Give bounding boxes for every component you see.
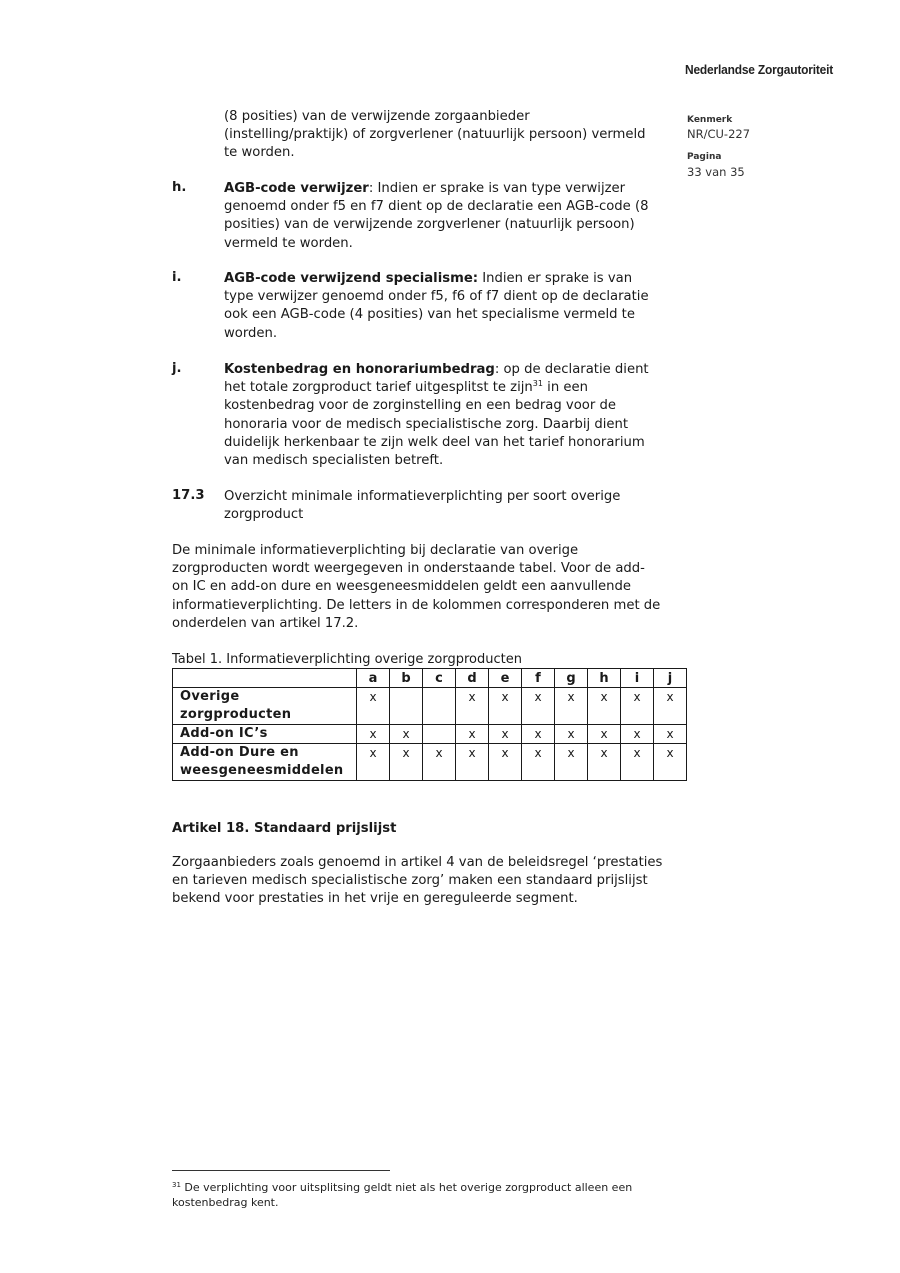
text-line: (8 posities) van de verwijzende zorgaanbieder xyxy=(224,109,530,124)
table-cell xyxy=(390,688,423,725)
text-line: posities) van de verwijzende zorgverlener (natuurlijk persoon) xyxy=(224,217,635,233)
table-cell: x xyxy=(423,744,456,781)
text-line: kostenbedrag kent. xyxy=(172,1196,279,1209)
column-header: a xyxy=(357,669,390,688)
kenmerk-value: NR/CU-227 xyxy=(687,127,751,141)
item-j xyxy=(224,361,674,470)
footnote-number: 31 xyxy=(172,1181,181,1189)
separator: : xyxy=(494,362,504,377)
text-line: honoraria voor de medisch specialistische zorg. Daarbij dient xyxy=(224,416,629,432)
item-letter-h: h. xyxy=(172,180,187,195)
item-letter-i: i. xyxy=(172,270,182,285)
row-label xyxy=(173,744,357,781)
item-i xyxy=(224,270,674,343)
table-cell xyxy=(423,725,456,744)
table-cell: x xyxy=(456,688,489,725)
text-line: Indien er sprake is van xyxy=(482,271,633,286)
footnote-reference[interactable]: 31 xyxy=(532,379,543,389)
table-cell: x xyxy=(522,725,555,744)
continuation-paragraph xyxy=(224,108,674,163)
table-cell: x xyxy=(588,744,621,781)
text-line: Overzicht minimale informatieverplichting per soort overige xyxy=(224,489,621,504)
text-line: weesgeneesmiddelen xyxy=(180,763,344,778)
column-header: i xyxy=(621,669,654,688)
text-line: De verplichting voor uitsplitsing geldt niet als het overige zorgproduct alleen een xyxy=(184,1181,633,1194)
information-table xyxy=(172,668,687,781)
text-line: type verwijzer genoemd onder f5, f6 of f7 dient op de declaratie xyxy=(224,289,649,305)
text-line: op de declaratie dient xyxy=(503,362,649,377)
text-line: het totale zorgproduct tarief uitgesplitst te zijn xyxy=(224,380,533,396)
text-line: genoemd onder f5 en f7 dient op de declaratie een AGB-code (8 xyxy=(224,199,649,215)
row-label xyxy=(173,725,357,744)
text-line: Indien er sprake is van type verwijzer xyxy=(377,181,626,196)
table-cell: x xyxy=(588,725,621,744)
table-cell: x xyxy=(621,725,654,744)
text-line: te worden. xyxy=(224,145,295,161)
column-header: e xyxy=(489,669,522,688)
text-line: onderdelen van artikel 17.2. xyxy=(172,615,359,631)
item-letter-j: j. xyxy=(172,361,182,376)
text-line: ook een AGB-code (4 posities) van het specialisme vermeld te xyxy=(224,307,635,323)
footnote-divider xyxy=(172,1170,390,1171)
text-line: van medisch specialisten betreft. xyxy=(224,453,444,469)
table-cell: x xyxy=(390,744,423,781)
column-header: d xyxy=(456,669,489,688)
column-header: h xyxy=(588,669,621,688)
item-h xyxy=(224,180,674,253)
table-row xyxy=(173,725,687,744)
column-header: f xyxy=(522,669,555,688)
separator: : xyxy=(368,181,378,196)
text-line: kostenbedrag voor de zorginstelling en een bedrag voor de xyxy=(224,398,616,414)
text-line: (instelling/praktijk) of zorgverlener (natuurlijk persoon) vermeld xyxy=(224,127,646,143)
text-line: De minimale informatieverplichting bij declaratie van overige xyxy=(172,543,579,558)
table-caption: Tabel 1. Informatieverplichting overige zorgproducten xyxy=(172,652,522,667)
table-cell: x xyxy=(489,725,522,744)
text-line: zorgproduct xyxy=(224,507,304,523)
article-paragraph xyxy=(172,854,702,909)
kenmerk-label: Kenmerk xyxy=(687,115,733,125)
column-header: j xyxy=(654,669,687,688)
table-cell: x xyxy=(654,688,687,725)
article-heading: Artikel 18. Standaard prijslijst xyxy=(172,821,397,836)
table-cell: x xyxy=(654,725,687,744)
table-cell: x xyxy=(489,744,522,781)
table-cell: x xyxy=(357,744,390,781)
text-line: zorgproducten wordt weergegeven in onderstaande tabel. Voor de add- xyxy=(172,561,645,577)
section-number: 17.3 xyxy=(172,488,205,503)
table-cell: x xyxy=(555,725,588,744)
table-cell: x xyxy=(456,725,489,744)
table-cell: x xyxy=(555,744,588,781)
table-cell: x xyxy=(489,688,522,725)
table-cell: x xyxy=(621,688,654,725)
organization-name: Nederlandse Zorgautoriteit xyxy=(685,62,834,77)
column-header: g xyxy=(555,669,588,688)
text-line: worden. xyxy=(224,325,278,341)
text-line: Add-on Dure en xyxy=(180,745,299,760)
section-title xyxy=(224,488,674,524)
table-row xyxy=(173,744,687,781)
table-cell: x xyxy=(357,725,390,744)
column-header: b xyxy=(390,669,423,688)
table-cell: x xyxy=(654,744,687,781)
text-line: on IC en add-on dure en weesgeneesmiddelen geldt een aanvullende xyxy=(172,579,631,595)
footnote xyxy=(172,1180,692,1210)
item-title: AGB-code verwijzer xyxy=(224,181,369,196)
pagina-label: Pagina xyxy=(687,152,722,162)
column-header: c xyxy=(423,669,456,688)
table-row xyxy=(173,688,687,725)
table-cell: x xyxy=(522,688,555,725)
table-cell: x xyxy=(456,744,489,781)
table-cell xyxy=(423,688,456,725)
text-line: Overige xyxy=(180,689,240,704)
table-cell: x xyxy=(522,744,555,781)
item-title: AGB-code verwijzend specialisme: xyxy=(224,271,479,286)
table-cell: x xyxy=(390,725,423,744)
text-line: in een xyxy=(547,380,588,396)
section-paragraph xyxy=(172,542,692,633)
page-number: 33 van 35 xyxy=(687,165,745,179)
table-cell: x xyxy=(357,688,390,725)
table-cell: x xyxy=(621,744,654,781)
text-line: Add-on IC’s xyxy=(180,726,268,741)
text-line: bekend voor prestaties in het vrije en gereguleerde segment. xyxy=(172,891,578,907)
column-header xyxy=(173,669,357,688)
text-line: en tarieven medisch specialistische zorg’ maken een standaard prijslijst xyxy=(172,873,648,889)
text-line: Zorgaanbieders zoals genoemd in artikel 4 van de beleidsregel ‘prestaties xyxy=(172,855,663,870)
row-label xyxy=(173,688,357,725)
table-cell: x xyxy=(555,688,588,725)
text-line: duidelijk herkenbaar te zijn welk deel van het tarief honorarium xyxy=(224,434,645,450)
item-title: Kostenbedrag en honorariumbedrag xyxy=(224,362,495,377)
text-line: vermeld te worden. xyxy=(224,235,353,251)
text-line: informatieverplichting. De letters in de kolommen corresponderen met de xyxy=(172,597,661,613)
table-header-row xyxy=(173,669,687,688)
table-cell: x xyxy=(588,688,621,725)
text-line: zorgproducten xyxy=(180,707,292,722)
